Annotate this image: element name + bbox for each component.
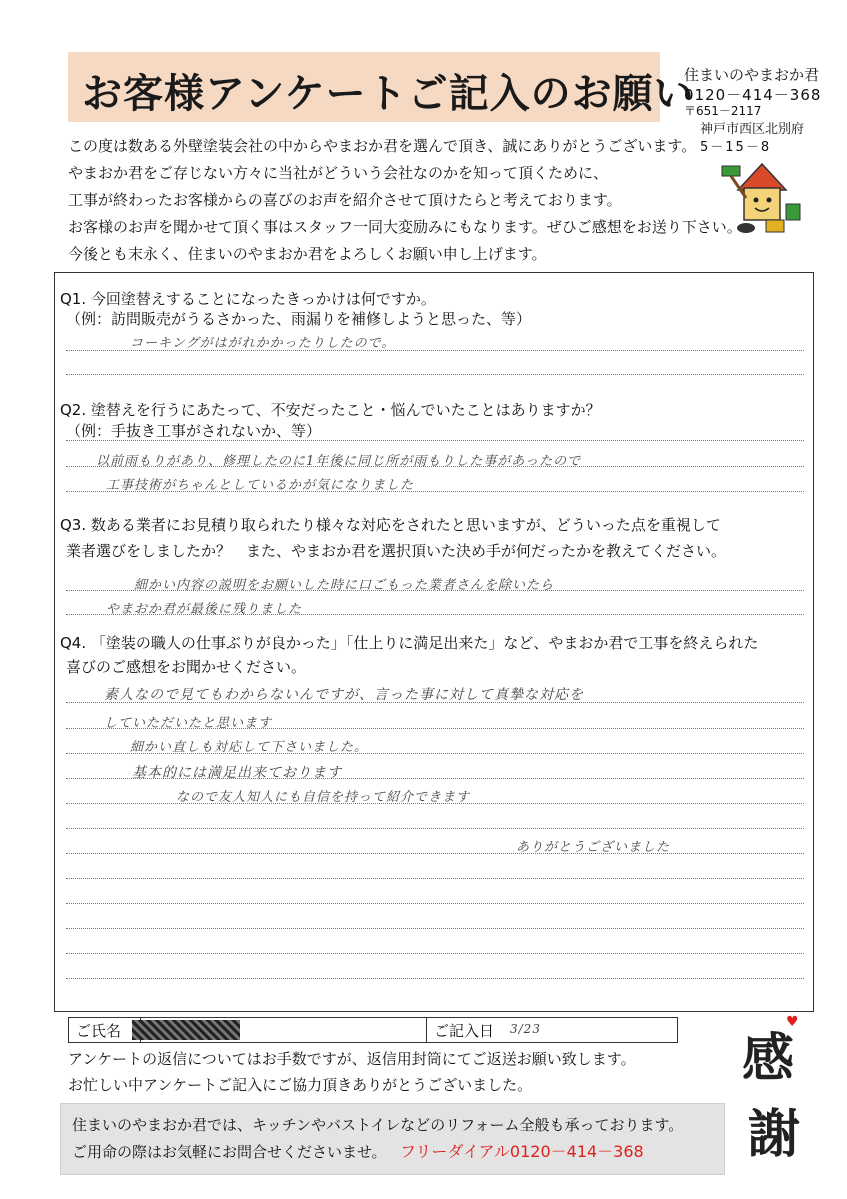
footer-note: アンケートの返信についてはお手数ですが、返信用封筒にてご返送お願い致します。 (68, 1050, 636, 1068)
answer-line (66, 803, 804, 804)
question-1-example: （例：訪問販売がうるさかった、雨漏りを補修しようと思った、等） (66, 310, 532, 328)
answer-4-closing: ありがとうございました (516, 840, 671, 855)
intro-line: お客様のお声を聞かせて頂く事はスタッフ一同大変励みにもなります。ぜひご感想をお送り下さい。 (68, 218, 742, 236)
date-value: 3/23 (510, 1022, 541, 1036)
answer-4-line: なので友人知人にも自信を持って紹介できます (176, 790, 471, 805)
answer-line (66, 350, 804, 351)
answer-4-line: 基本的には満足出来ております (132, 765, 342, 781)
answer-line (66, 728, 804, 729)
question-1: Q1. 今回塗替えすることになったきっかけは何ですか。 (60, 290, 436, 308)
company-phone: 0120－414－368 (684, 86, 822, 104)
question-3-continued: 業者選びをしましたか？ また、やまおか君を選択頂いた決め手が何だったかを教えてください。 (66, 542, 727, 560)
footer-note: お忙しい中アンケートご記入にご協力頂きありがとうございました。 (68, 1076, 533, 1094)
name-redacted (132, 1020, 240, 1040)
divider (426, 1017, 427, 1043)
answer-line (66, 978, 804, 979)
answer-line (66, 374, 804, 375)
heart-icon: ♥ (786, 1014, 799, 1030)
answer-line (66, 778, 804, 779)
answer-line (66, 903, 804, 904)
answer-line (66, 590, 804, 591)
thanks-character: 謝 (748, 1104, 801, 1165)
answer-2-line: 以前雨もりがあり、修理したのに1年後に同じ所が雨もりした事があったので (96, 454, 582, 469)
name-label: ご氏名 (76, 1022, 122, 1040)
thanks-character: 感 (742, 1028, 795, 1089)
answer-line (66, 878, 804, 879)
question-4-continued: 喜びのご感想をお聞かせください。 (66, 658, 307, 676)
answer-4-line: していただいたと思います (104, 716, 273, 731)
company-address: 神戸市西区北別府 (700, 122, 805, 137)
answer-4-line: 細かい直しも対応して下さいました。 (130, 740, 369, 755)
answer-1-line: コーキングがはがれかかったりしたので。 (130, 336, 396, 351)
answer-line (66, 440, 804, 441)
intro-line: 工事が終わったお客様からの喜びのお声を紹介させて頂けたらと考えております。 (68, 191, 622, 209)
intro-line: この度は数ある外壁塗装会社の中からやまおか君を選んで頂き、誠にありがとうございます。 (68, 137, 697, 155)
reform-info-line: 住まいのやまおか君では、キッチンやバストイレなどのリフォーム全般も承っております。 (72, 1116, 684, 1134)
company-name: 住まいのやまおか君 (684, 66, 820, 84)
answer-line (66, 828, 804, 829)
answer-line (66, 491, 804, 492)
company-postal: 〒651－2117 (684, 104, 762, 118)
page-title: お客様アンケートご記入のお願い (82, 71, 695, 117)
freedial-number: フリーダイアル0120－414－368 (400, 1142, 644, 1161)
intro-line: やまおか君をご存じない方々に当社がどういう会社なのかを知って頂くために、 (68, 164, 609, 182)
reform-info-line: ご用命の際はお気軽にお問合せくださいませ。 (72, 1143, 387, 1161)
question-2: Q2. 塗替えを行うにあたって、不安だったこと・悩んでいたことはありますか？ (60, 401, 601, 419)
question-3: Q3. 数ある業者にお見積り取られたり様々な対応をされたと思いますが、どういった点を重視して (60, 516, 721, 534)
answer-3-line: 細かい内容の説明をお願いした時に口ごもった業者さんを除いたら (134, 578, 555, 593)
answer-line (66, 953, 804, 954)
answer-line (66, 702, 804, 703)
company-address-number: 5－15－8 (700, 140, 772, 155)
answer-2-line: 工事技術がちゃんとしているかが気になりました (106, 478, 415, 493)
intro-line: 今後とも末永く、住まいのやまおか君をよろしくお願い申し上げます。 (68, 245, 547, 263)
answer-line (66, 853, 804, 854)
date-label: ご記入日 (434, 1022, 495, 1040)
answer-4-line: 素人なので見てもわからないんですが、言った事に対して真摯な対応を (104, 687, 584, 703)
answer-line (66, 928, 804, 929)
answer-line (66, 614, 804, 615)
question-4: Q4. 「塗装の職人の仕事ぶりが良かった」「仕上りに満足出来た」など、やまおか君で工事を終えられた (60, 634, 759, 652)
question-2-example: （例：手抜き工事がされないか、等） (66, 422, 322, 440)
answer-line (66, 753, 804, 754)
answer-3-line: やまおか君が最後に残りました (106, 602, 303, 617)
answer-line (66, 466, 804, 467)
